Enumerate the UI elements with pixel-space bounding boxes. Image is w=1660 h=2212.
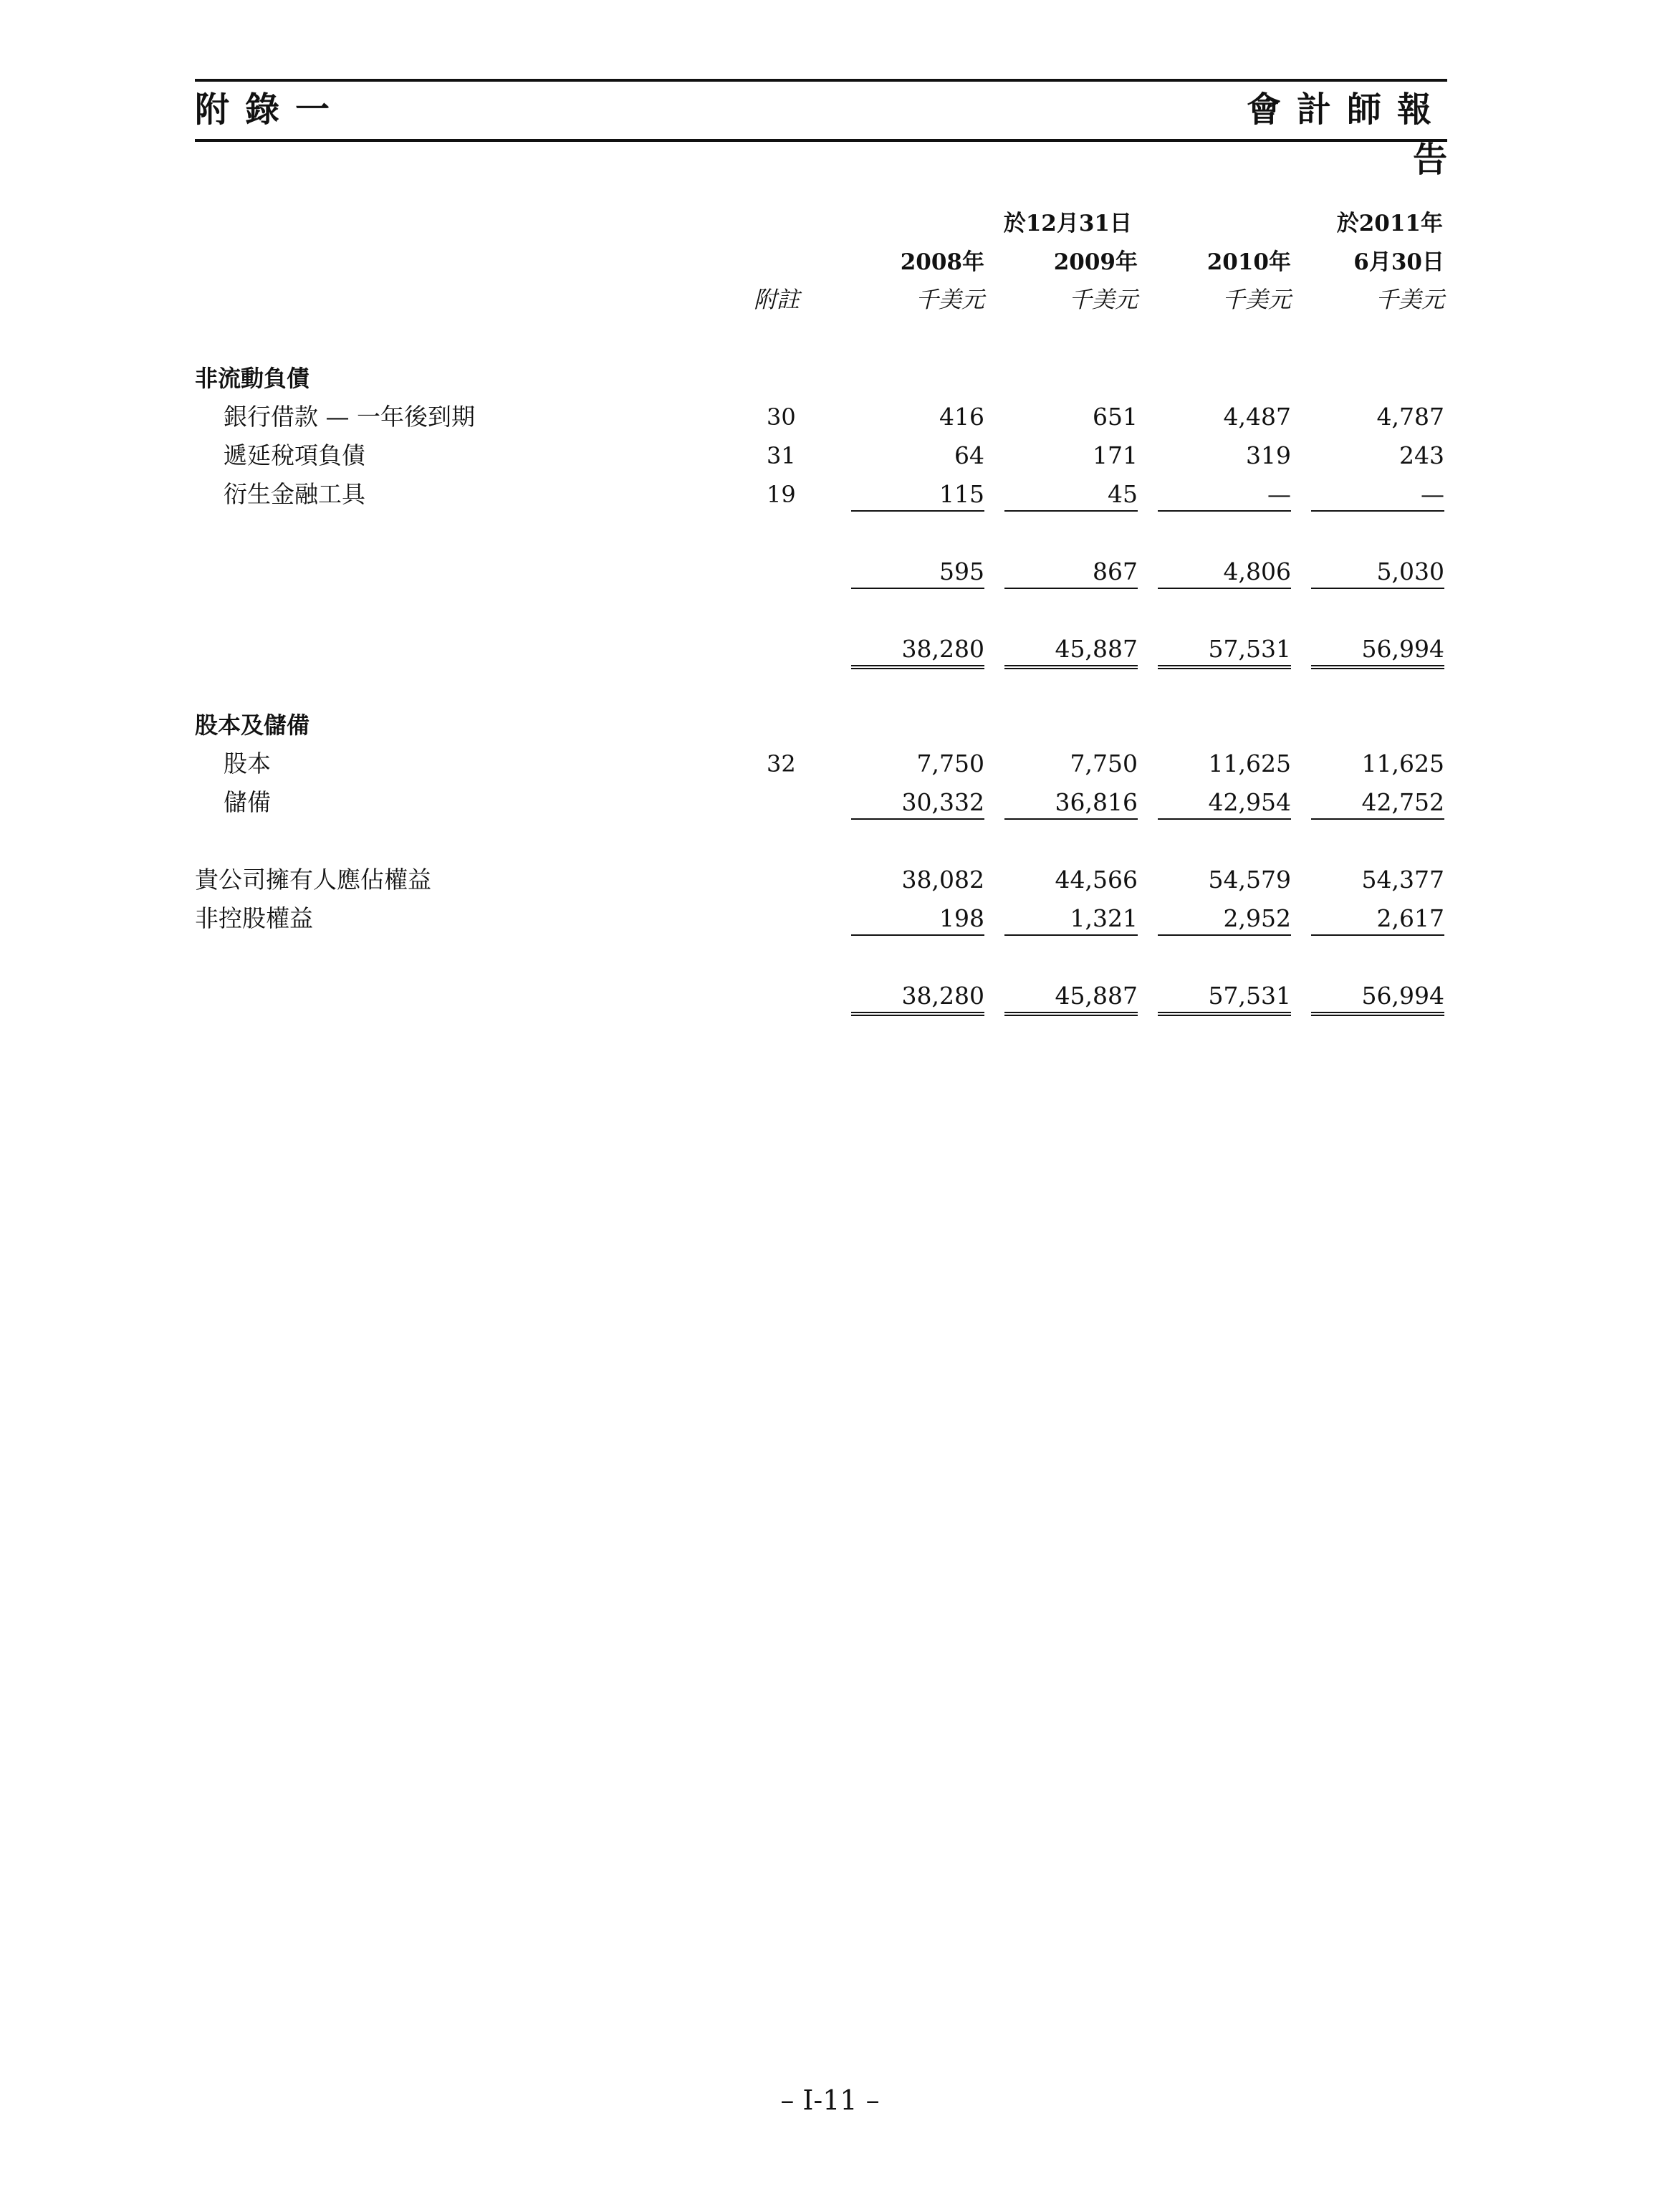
rule-subtotal-2008 — [851, 588, 984, 589]
rule-equity-2009 — [1004, 818, 1138, 820]
cell-owners-equity-2011: 54,377 — [1361, 866, 1444, 894]
cell-share-capital-2008: 7,750 — [916, 750, 984, 777]
page-number: – I-11 – — [780, 2084, 880, 2116]
cell-share-capital-2010: 11,625 — [1208, 750, 1291, 777]
col-date-2011: 6月30日 — [1353, 249, 1444, 275]
cell-noncontrolling-2010: 2,952 — [1223, 904, 1291, 932]
section-title-equity: 股本及儲備 — [195, 712, 310, 739]
cell-reserves-2008: 30,332 — [901, 788, 984, 816]
cell-total-equity-2009: 45,887 — [1055, 982, 1138, 1010]
rule-noncurrent-2011 — [1311, 510, 1444, 512]
cell-deferred-tax-2009: 171 — [1093, 441, 1138, 469]
cell-total-equity-2010: 57,531 — [1208, 982, 1291, 1010]
rule-noncurrent-2009 — [1004, 510, 1138, 512]
row-label-share-capital: 股本 — [224, 750, 271, 777]
row-label-bank-borrowings: 銀行借款 — 一年後到期 — [224, 403, 475, 431]
double-rule-equity-2009 — [1004, 1012, 1138, 1016]
col-unit-2011: 千美元 — [1375, 286, 1444, 313]
row-note-deferred-tax: 31 — [767, 442, 796, 469]
cell-reserves-2010: 42,954 — [1208, 788, 1291, 816]
cell-owners-equity-2010: 54,579 — [1208, 866, 1291, 894]
cell-net-assets-total-2011: 56,994 — [1361, 635, 1444, 663]
row-label-derivatives: 衍生金融工具 — [224, 480, 365, 508]
report-title-text: 會計師報告 — [1246, 90, 1463, 180]
report-title — [1212, 85, 1463, 185]
cell-bank-borrowings-2009: 651 — [1093, 403, 1138, 431]
cell-share-capital-2011: 11,625 — [1361, 750, 1444, 777]
header-top-rule — [195, 79, 1447, 82]
cell-noncontrolling-2011: 2,617 — [1376, 904, 1444, 932]
row-note-derivatives: 19 — [767, 481, 796, 508]
cell-bank-borrowings-2010: 4,487 — [1223, 403, 1291, 431]
cell-noncurrent-subtotal-2009: 867 — [1093, 557, 1138, 585]
rule-subtotal-2009 — [1004, 588, 1138, 589]
cell-total-equity-2008: 38,280 — [901, 982, 984, 1010]
note-column-header: 附註 — [754, 286, 800, 313]
rule-subtotal-2010 — [1158, 588, 1291, 589]
double-rule-total-2010 — [1158, 665, 1291, 669]
cell-noncurrent-subtotal-2008: 595 — [939, 557, 984, 585]
cell-owners-equity-2008: 38,082 — [901, 866, 984, 894]
cell-deferred-tax-2010: 319 — [1246, 441, 1291, 469]
cell-reserves-2009: 36,816 — [1055, 788, 1138, 816]
col4-top-header: 於2011年 — [1336, 211, 1443, 236]
appendix-title: 附錄一 — [195, 90, 346, 130]
cell-derivatives-2010: — — [1267, 480, 1291, 508]
cell-deferred-tax-2008: 64 — [954, 441, 984, 469]
rule-noncurrent-2008 — [851, 510, 984, 512]
row-label-owners-equity: 貴公司擁有人應佔權益 — [195, 866, 431, 894]
cell-derivatives-2009: 45 — [1108, 480, 1138, 508]
cell-share-capital-2009: 7,750 — [1070, 750, 1138, 777]
cell-bank-borrowings-2011: 4,787 — [1376, 403, 1444, 431]
section-title-noncurrent-liabilities: 非流動負債 — [195, 365, 310, 392]
row-label-deferred-tax: 遞延稅項負債 — [224, 441, 365, 469]
rule-noncontrolling-2011 — [1311, 934, 1444, 936]
row-label-reserves: 儲備 — [224, 788, 271, 816]
double-rule-equity-2008 — [851, 1012, 984, 1016]
rule-equity-2011 — [1311, 818, 1444, 820]
rule-noncontrolling-2010 — [1158, 934, 1291, 936]
cell-net-assets-total-2009: 45,887 — [1055, 635, 1138, 663]
cell-noncurrent-subtotal-2010: 4,806 — [1223, 557, 1291, 585]
col-year-2009: 2009年 — [1053, 249, 1138, 275]
cell-owners-equity-2009: 44,566 — [1055, 866, 1138, 894]
double-rule-equity-2011 — [1311, 1012, 1444, 1016]
rule-noncontrolling-2009 — [1004, 934, 1138, 936]
col-unit-2008: 千美元 — [915, 286, 984, 313]
rule-subtotal-2011 — [1311, 588, 1444, 589]
row-note-bank-borrowings: 30 — [767, 403, 796, 431]
double-rule-equity-2010 — [1158, 1012, 1291, 1016]
row-note-share-capital: 32 — [767, 750, 796, 777]
cell-noncurrent-subtotal-2011: 5,030 — [1376, 557, 1444, 585]
cell-net-assets-total-2008: 38,280 — [901, 635, 984, 663]
rule-equity-2008 — [851, 818, 984, 820]
cell-net-assets-total-2010: 57,531 — [1208, 635, 1291, 663]
rule-noncurrent-2010 — [1158, 510, 1291, 512]
col-year-2010: 2010年 — [1206, 249, 1291, 275]
cell-bank-borrowings-2008: 416 — [939, 403, 984, 431]
col-year-2008: 2008年 — [900, 249, 984, 275]
cell-derivatives-2008: 115 — [939, 480, 984, 508]
cell-noncontrolling-2009: 1,321 — [1070, 904, 1138, 932]
double-rule-total-2009 — [1004, 665, 1138, 669]
col-unit-2009: 千美元 — [1068, 286, 1138, 313]
rule-equity-2010 — [1158, 818, 1291, 820]
cell-deferred-tax-2011: 243 — [1399, 441, 1444, 469]
double-rule-total-2011 — [1311, 665, 1444, 669]
col-unit-2010: 千美元 — [1222, 286, 1291, 313]
header-bottom-rule — [195, 139, 1447, 142]
cell-noncontrolling-2008: 198 — [939, 904, 984, 932]
col-group-header: 於12月31日 — [1003, 211, 1132, 236]
double-rule-total-2008 — [851, 665, 984, 669]
cell-reserves-2011: 42,752 — [1361, 788, 1444, 816]
cell-total-equity-2011: 56,994 — [1361, 982, 1444, 1010]
cell-derivatives-2011: — — [1421, 480, 1444, 508]
row-label-noncontrolling: 非控股權益 — [195, 904, 313, 932]
rule-noncontrolling-2008 — [851, 934, 984, 936]
